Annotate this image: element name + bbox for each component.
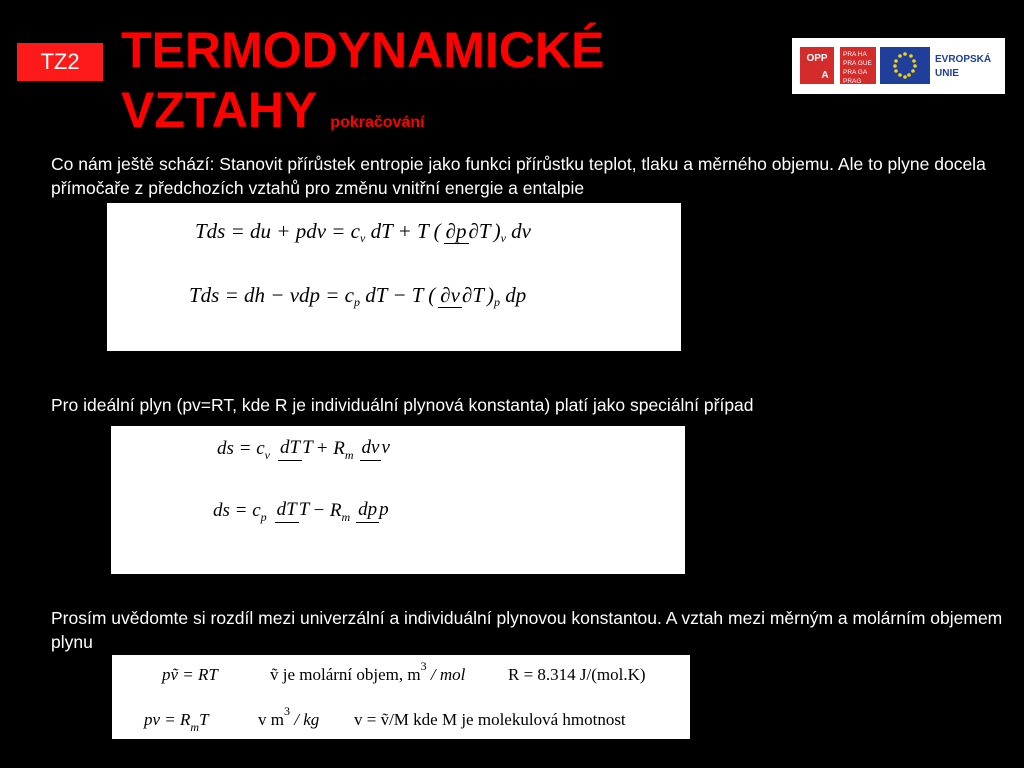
svg-text:UNIE: UNIE [935,68,959,79]
opp-eu-logo [792,38,1005,94]
paragraph-gas-constant: Prosím uvědomte si rozdíl mezi univerzální a individuální plynovou konstantou. A vztah mezi měrným a molárním objemem plynu [51,608,1003,652]
page-title [121,20,604,153]
eq6-b-sup: 3 [283,703,290,718]
eq1-num: ∂p [445,219,467,243]
eq6-c: v = ṽ/M kde M je molekulová hmotnost [354,710,626,729]
eq1-left: Tds = du + pdv = c [195,219,361,243]
eq6-molecular-weight [354,710,626,730]
equation-tds-du [195,219,531,244]
eq5-b-sup: 3 [420,658,427,673]
eq5-c: R = 8.314 J/(mol.K) [508,665,646,684]
equation-ds-cv [217,436,393,461]
eq4-num2: dp [356,498,379,523]
eq3-plus: + R [315,437,345,459]
eq1-fraction [444,219,491,244]
equation-box-2 [111,426,685,574]
eq3-frac1 [278,436,313,461]
title-line-2-text: VZTAHY [121,82,317,138]
eq3-num2: dv [360,436,382,461]
eq2-close: ) [487,283,495,307]
eq6-a-sub: m [190,719,200,734]
svg-text:EVROPSKÁ: EVROPSKÁ [935,54,992,65]
title-line-1: TERMODYNAMICKÉ [121,22,605,78]
slide-badge: TZ2 [17,43,103,81]
svg-text:PRA GA: PRA GA [843,69,868,76]
eq3-subm: m [344,448,354,462]
eq6-b: v m [258,710,284,729]
eq4-minus: − R [312,499,342,521]
eq1-end: dv [511,219,531,243]
eq4-left: ds = c [213,499,261,521]
eq5-pv-rt [162,665,218,685]
paragraph-intro: Co nám ještě schází: Stanovit přírůstek entropie jako funkci přírůstku teplot, tlaku a měrného objemu. Ale to plyne docela přímočaře z předchozích vztahů pro změnu vnitřní energie a entalpie [51,154,986,198]
eq6-specific-volume [258,703,320,730]
svg-text:PRA GUE: PRA GUE [843,60,872,67]
eq4-frac1 [275,498,310,523]
svg-text:OPP: OPP [806,53,828,64]
eq4-den2: p [379,499,389,520]
eq2-sub2: p [494,295,501,309]
equation-ds-cp [213,498,392,523]
eq3-left: ds = c [217,437,265,459]
eq3-den2: v [381,437,390,458]
eq3-frac2 [360,436,390,461]
eq2-left: Tds = dh − vdp = c [189,283,355,307]
eq4-frac2 [356,498,389,523]
svg-text:A: A [821,70,829,81]
eq6-a: pv = R [144,710,191,729]
eq5-a: pṽ = RT [162,665,218,684]
eq2-sub: p [354,295,361,309]
equation-tds-dh [189,283,526,308]
eq5-molar-volume [270,658,466,685]
equation-box-1 [107,203,681,351]
eq4-num1: dT [275,498,299,523]
eq6-pv-rmt [144,710,209,734]
eq4-subm: m [341,510,351,524]
eq2-num: ∂v [440,283,460,307]
eq2-den: ∂T [461,283,485,307]
eq2-end: dp [505,283,527,307]
svg-text:PRAG: PRAG [843,78,862,85]
eq5-b-end: / mol [430,665,466,684]
eq6-b-end: / kg [294,710,320,729]
eq1-den: ∂T [468,219,491,243]
eq1-sub2: v [500,231,506,245]
eq6-a-end: T [199,710,209,729]
title-subtitle: pokračování [330,114,425,131]
eq1-sub: v [360,231,366,245]
logo-graphic [792,38,1005,94]
eq5-b: ṽ je molární objem, m [270,665,421,684]
eq2-mid: dT − T ( [365,283,436,307]
eq3-den1: T [302,437,313,458]
eq3-sub: v [264,448,270,462]
title-line-2 [121,80,604,153]
equation-box-3 [112,655,690,739]
eq3-num1: dT [278,436,302,461]
paragraph-ideal-gas: Pro ideální plyn (pv=RT, kde R je individuální plynová konstanta) platí jako speciální případ [51,395,754,415]
eq2-fraction [438,283,484,308]
eq4-den1: T [298,499,310,520]
eq1-mid: dT + T ( [370,219,441,243]
eq5-r-value [508,665,646,685]
svg-text:PRA HA: PRA HA [843,51,867,58]
eq1-close: ) [493,219,501,243]
eq4-sub: p [260,510,267,524]
